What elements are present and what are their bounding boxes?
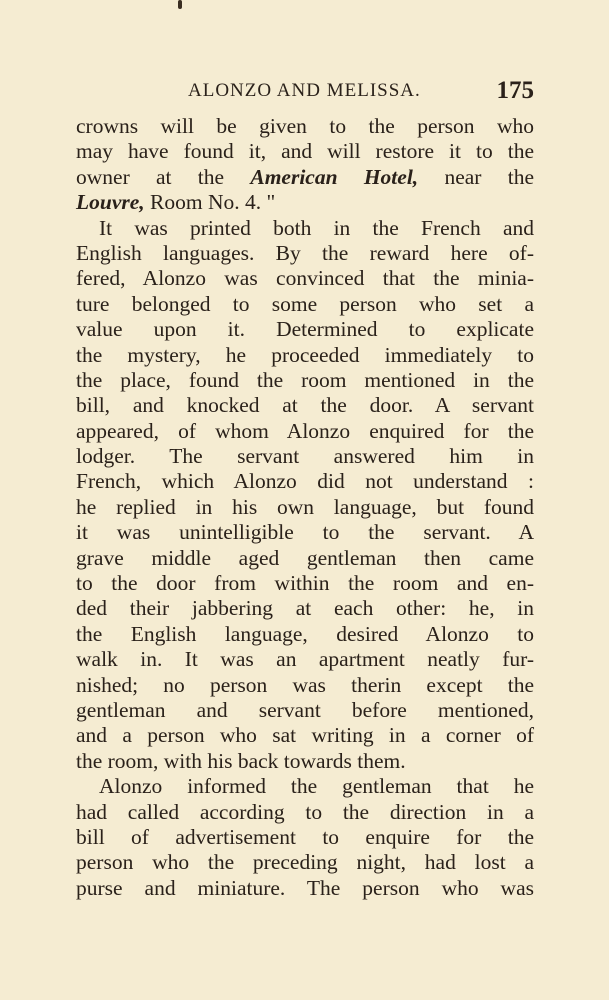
text-line: English languages. By the reward here of- [76, 240, 534, 265]
text-line-with-louvre [76, 190, 534, 215]
page-header [76, 77, 534, 107]
text-line: fered, Alonzo was convinced that the minia- [76, 266, 534, 291]
text-line: French, which Alonzo did not understand : [76, 469, 534, 494]
text-line: ded their jabbering at each other: he, in [76, 596, 534, 621]
text-fragment: owner at the [76, 164, 225, 189]
text-line: lodger. The servant answered him in [76, 444, 534, 469]
text-line: and a person who sat writing in a corner of [76, 723, 534, 748]
text-fragment: Room No. 4. " [150, 190, 276, 215]
text-line: to the door from within the room and en- [76, 571, 534, 596]
paragraph-start: It was printed both in the French and [99, 215, 534, 240]
page-number: 175 [496, 77, 534, 104]
text-line: purse and miniature. The person who was [76, 875, 534, 900]
body-text [76, 114, 534, 901]
text-line: may have found it, and will restore it to the [76, 139, 534, 164]
text-line: gentleman and servant before mentioned, [76, 697, 534, 722]
text-line: the room, with his back towards them. [76, 748, 406, 773]
text-line: person who the preceding night, had lost a [76, 850, 534, 875]
running-head: ALONZO AND MELISSA. [188, 80, 421, 101]
text-line-with-hotel [76, 165, 534, 190]
text-line: the English language, desired Alonzo to [76, 621, 534, 646]
text-line: ture belonged to some person who set a [76, 291, 534, 316]
text-line: appeared, of whom Alonzo enquired for the [76, 418, 534, 443]
text-line: walk in. It was an apartment neatly fur- [76, 647, 534, 672]
louvre-name: Louvre, [76, 190, 145, 215]
text-line: bill of advertisement to enquire for the [76, 824, 534, 849]
text-line: he replied in his own language, but found [76, 494, 534, 519]
ink-speck [178, 0, 182, 9]
text-line: bill, and knocked at the door. A servant [76, 393, 534, 418]
text-line: the mystery, he proceeded immediately to [76, 342, 534, 367]
text-line: grave middle aged gentleman then came [76, 545, 534, 570]
text-line: value upon it. Determined to explicate [76, 317, 534, 342]
text-line: had called according to the direction in a [76, 799, 534, 824]
text-line: it was unintelligible to the servant. A [76, 520, 534, 545]
hotel-name: American Hotel, [250, 164, 419, 189]
text-fragment: near the [444, 164, 535, 189]
text-line: crowns will be given to the person who [76, 114, 534, 138]
text-line: the place, found the room mentioned in the [76, 367, 534, 392]
paragraph-start: Alonzo informed the gentleman that he [99, 774, 534, 799]
text-line: nished; no person was therin except the [76, 672, 534, 697]
